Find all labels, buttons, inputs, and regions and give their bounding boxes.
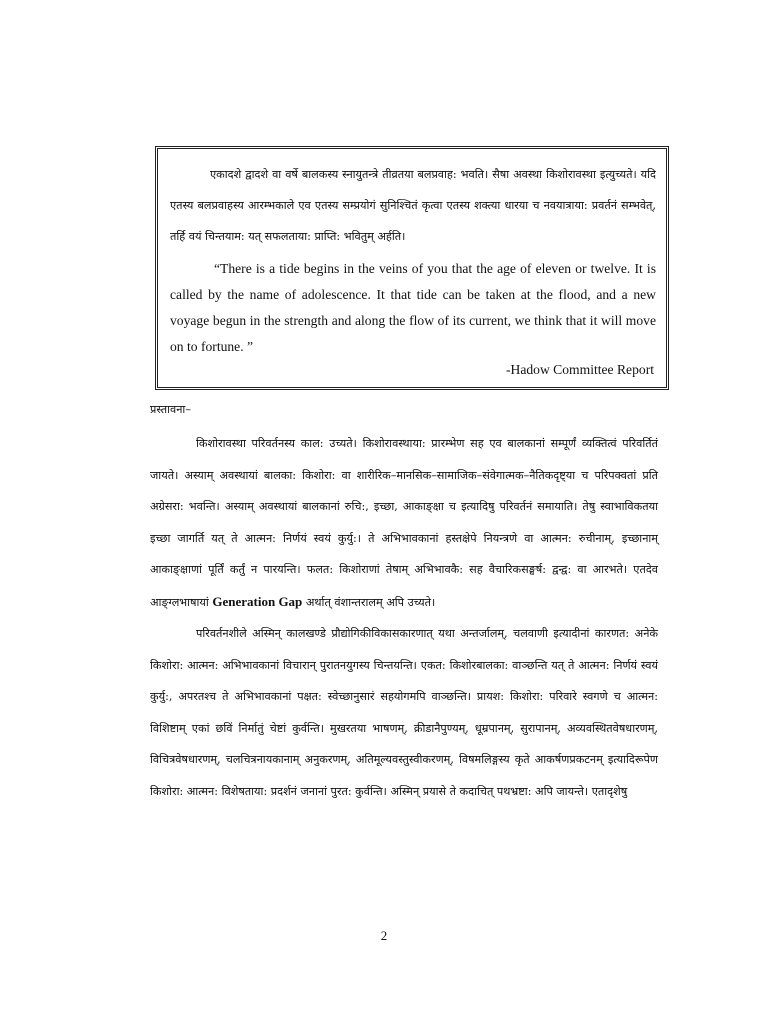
epigraph-box bbox=[155, 146, 669, 390]
page-number: 2 bbox=[380, 928, 388, 943]
epigraph-english: “There is a tide begins in the veins of you that the age of eleven or twelve. It is called by the name of adolescence. It that tide can be taken at the flood, and a new voyage begun in the strength and along the flow of its current, we think that it will move on to fortune. ” bbox=[170, 261, 656, 354]
epigraph-sanskrit: एकादशे द्वादशे वा वर्षे बालकस्य स्नायुतन्त्रे तीव्रतया बलप्रवाह: भवति। सैषा अवस्था किशोरावस्था इत्युच्यते। यदि एतस्य बलप्रवाहस्य आरम्भकाले एव एतस्य सम्प्रयोगं सुनिश्चितं कृत्वा एतस्य शक्त्या धारया च नवयात्राया: प्रवर्तनं सम्भवेत्, तर्हि वयं चिन्तयाम: यत् सफलताया: प्राप्ति: भवितुम् अर्हति। bbox=[170, 168, 656, 243]
body-text bbox=[150, 428, 658, 807]
paragraph-1-tail: अर्थात् वंशान्तरालम् अपि उच्यते। bbox=[302, 595, 436, 609]
section-heading: प्रस्तावना– bbox=[150, 403, 191, 416]
paragraph-1 bbox=[150, 428, 658, 618]
generation-gap-term: Generation Gap bbox=[212, 593, 303, 609]
epigraph-source: -Hadow Committee Report bbox=[506, 362, 654, 377]
paragraph-2: परिवर्तनशीले अस्मिन् कालखण्डे प्रौद्योगिकीविकासकारणात् यथा अन्तर्जालम्, चलवाणी इत्यादीनां कारणत: अनेके किशोरा: आत्मन: अभिभावकानां विचारान् पुरातनयुगस्य चिन्तयन्ति। एकत: किशोरबालका: वाञ्छन्ति यत् ते आत्मन: निर्णयं स्वयं कुर्यु:, अपरतश्च ते अभिभावकानां पक्षत: स्वेच्छानुसारं सहयोगमपि वाञ्छन्ति। प्रायश: किशोरा: परिवारे स्वगणे च आत्मन: विशिष्टाम् एकां छविं निर्मातुं चेष्टां कुर्वन्ति। मुखरतया भाषणम्, क्रीडानैपुण्यम्, धूम्रपानम्, सुरापानम्, अव्यवस्थितवेषधारणम्, विचित्रवेषधारणम्, चलचित्रनायकानाम् अनुकरणम्, अतिमूल्यवस्तुस्वीकरणम्, विषमलिङ्गस्य कृते आकर्षणप्रकटनम् इत्यादिरूपेण किशोरा: आत्मन: विशेषताया: प्रदर्शनं जनानां पुरत: कुर्वन्ति। अस्मिन् प्रयासे ते कदाचित् पथभ्रष्टा: अपि जायन्ते। एतादृशेषु bbox=[150, 627, 658, 798]
paragraph-1-text: किशोरावस्था परिवर्तनस्य काल: उच्यते। किशोरावस्थाया: प्रारम्भेण सह एव बालकानां सम्पूर्णं व्यक्तित्वं परिवर्तितं जायते। अस्याम् अवस्थायां बालका: किशोरा: वा शारीरिक–मानसिक–सामाजिक–संवेगात्मक–नैतिकदृष्ट्या च परिपक्वतां प्रति अग्रेसरा: भवन्ति। अस्याम् अवस्थायां बालकानां रुचि:, इच्छा, आकाङ्क्षा च इत्यादिषु परिवर्तनं समायाति। तेषु स्वाभाविकतया इच्छा जागर्ति यत् ते आत्मन: निर्णयं स्वयं कुर्यु:। ते अभिभावकानां हस्तक्षेपे नियन्त्रणे वा आत्मन: रुचीनाम्, इच्छानाम् आकाङ्क्षाणां पूर्तिं कर्तुं न पारयन्ति। फलत: किशोराणां तेषाम् अभिभावकै: सह वैचारिकसङ्घर्ष: द्वन्द्व: वा आरभते। एतदेव आङ्ग्लभाषायां bbox=[150, 437, 658, 609]
